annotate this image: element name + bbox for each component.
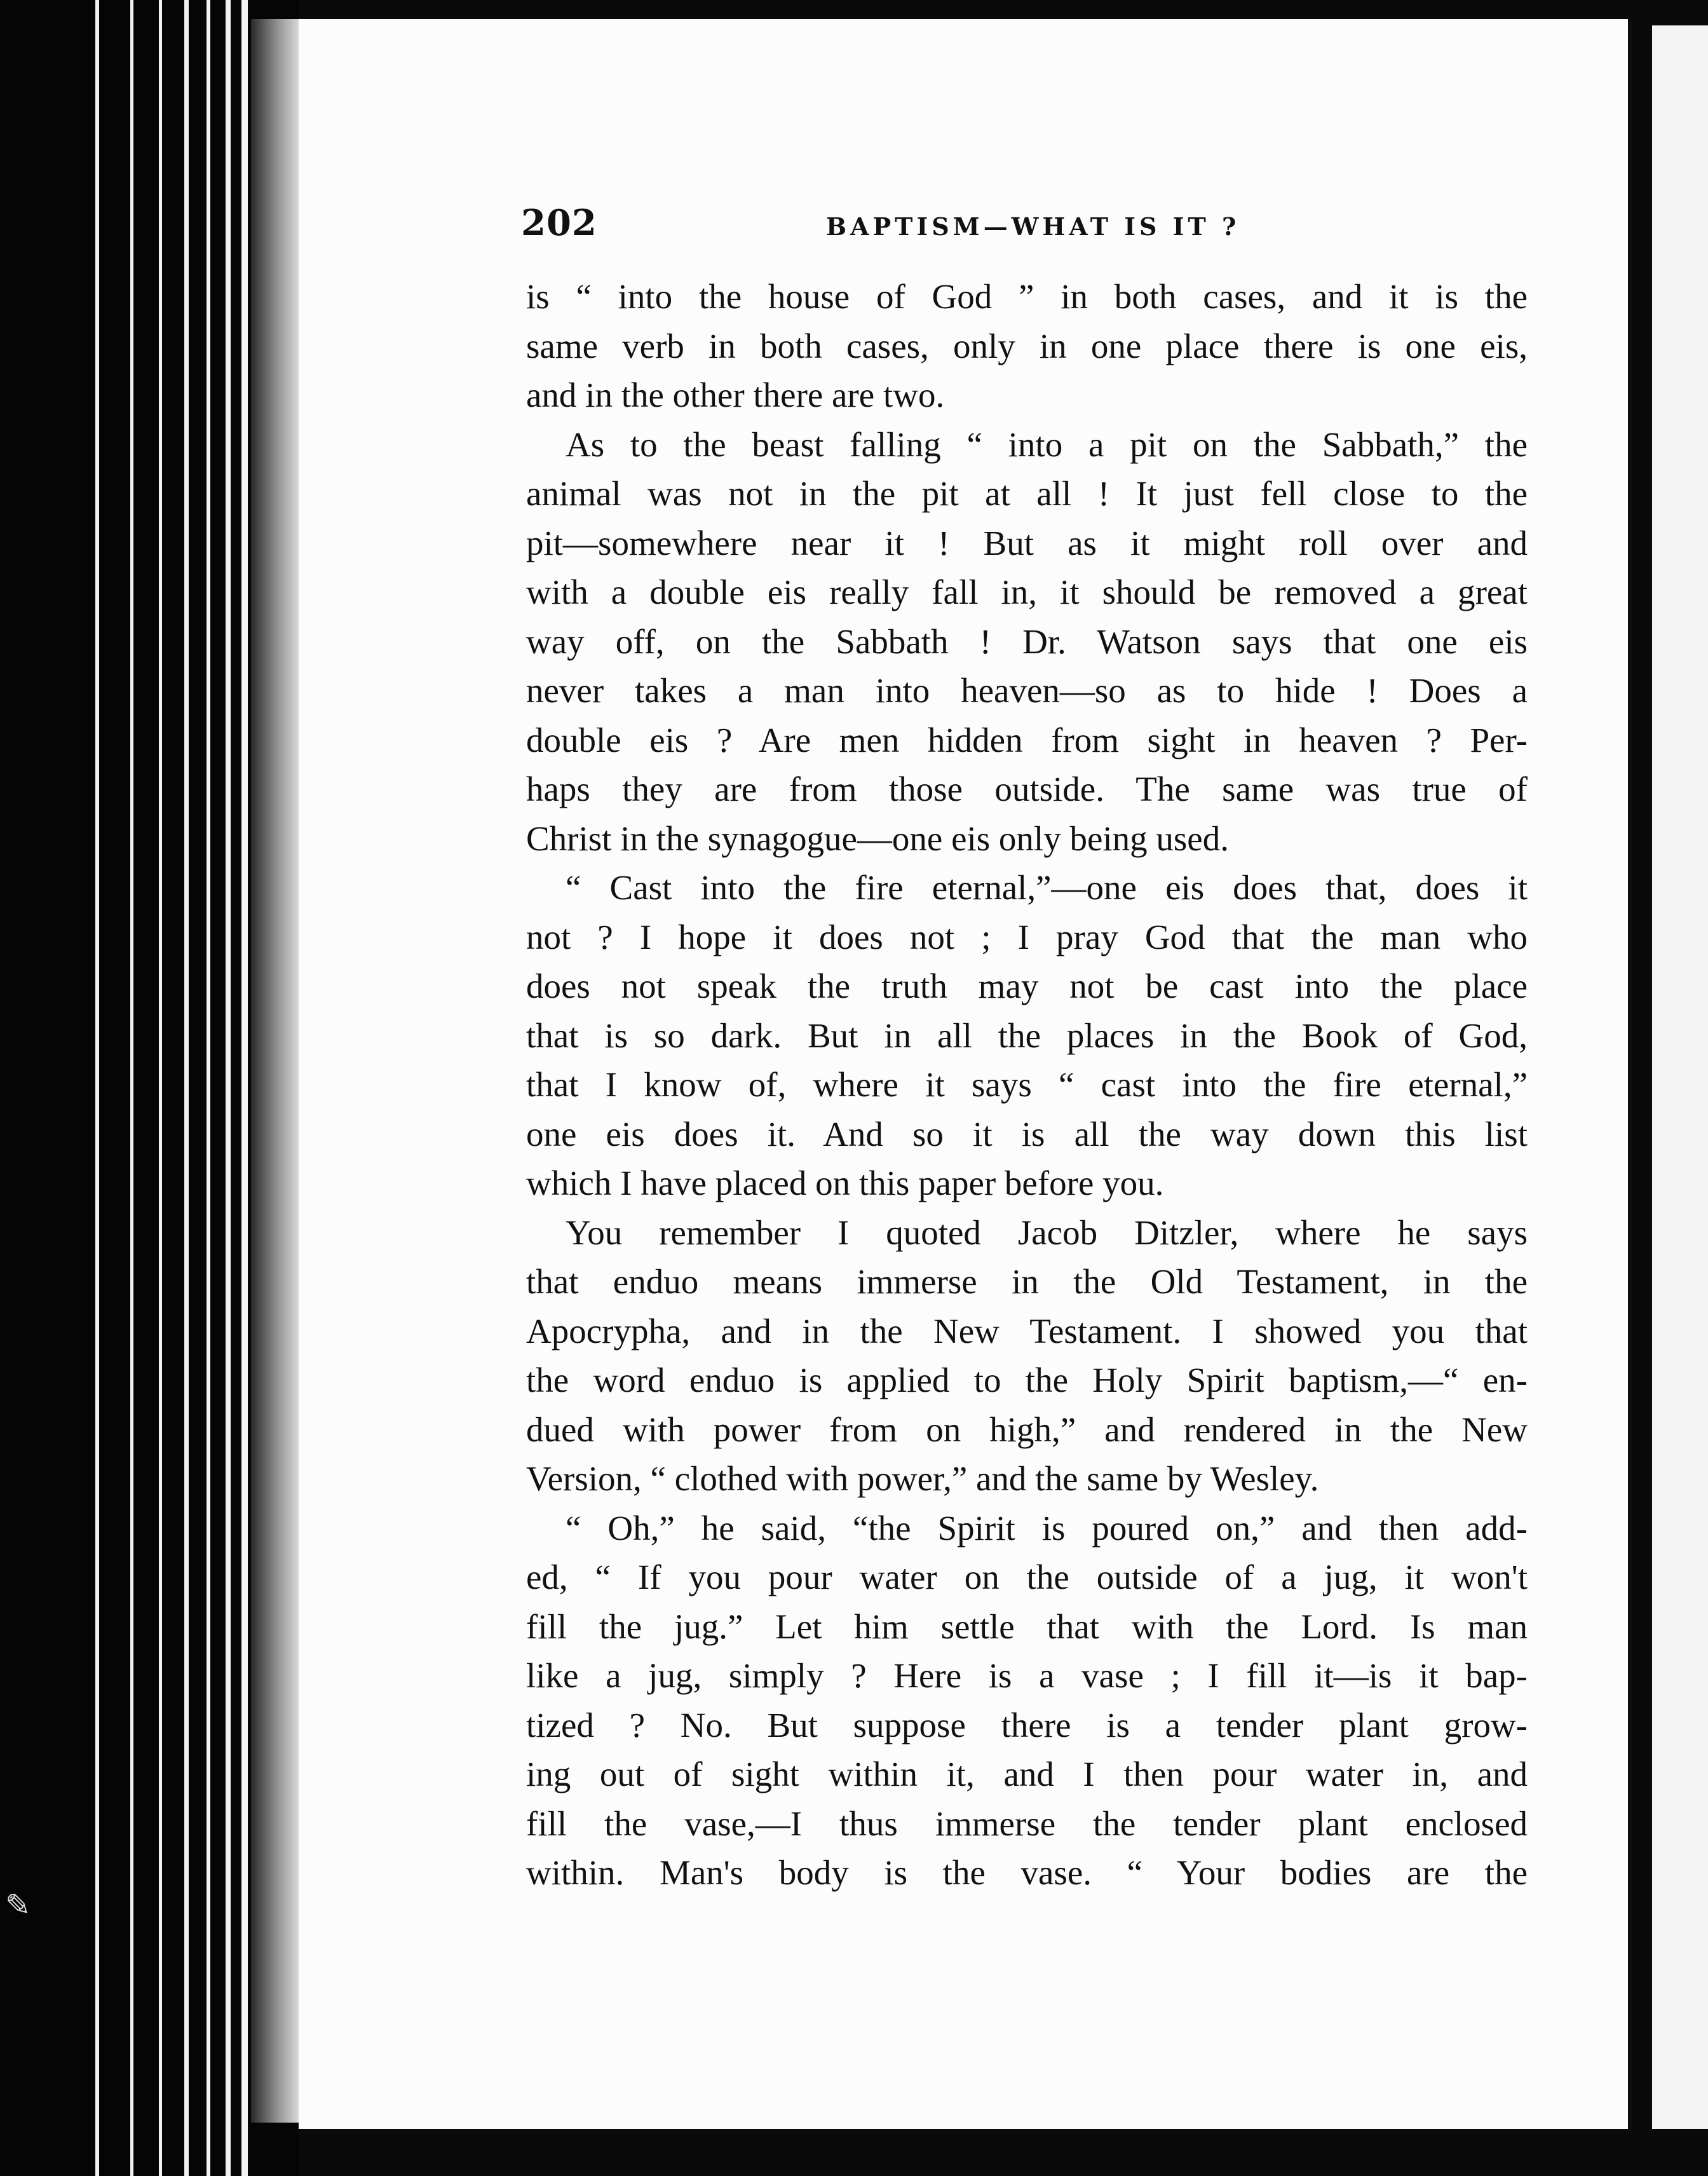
text-line: like a jug, simply ? Here is a vase ; I fill it—is it bap- (526, 1656, 1528, 1695)
text-line: fill the vase,—I thus immerse the tender plant enclosed (526, 1804, 1528, 1843)
page-edge-line (207, 0, 210, 2176)
page-edge-line (130, 0, 133, 2176)
text-line: same verb in both cases, only in one place there is one eis, (526, 326, 1528, 365)
text-line: one eis does it. And so it is all the way down this list (526, 1114, 1528, 1153)
text-line: never takes a man into heaven—so as to hide ! Does a (526, 671, 1528, 710)
text-line: animal was not in the pit at all ! It just fell close to the (526, 474, 1528, 513)
text-line: that is so dark. But in all the places in the Book of God, (526, 1016, 1528, 1055)
text-line: fill the jug.” Let him settle that with the Lord. Is man (526, 1607, 1528, 1646)
text-line: ed, “ If you pour water on the outside of a jug, it won't (526, 1558, 1528, 1596)
text-line: ing out of sight within it, and I then pour water in, and (526, 1755, 1528, 1793)
text-line: Version, “ clothed with power,” and the same by Wesley. (526, 1459, 1319, 1498)
text-line: double eis ? Are men hidden from sight in heaven ? Per- (526, 720, 1528, 759)
paragraph (526, 1504, 1528, 1898)
page-number: 202 (521, 202, 597, 244)
text-line: dued with power from on high,” and rendered in the New (526, 1410, 1528, 1449)
facing-page-edge (1652, 25, 1708, 2142)
text-line: way off, on the Sabbath ! Dr. Watson says that one eis (526, 622, 1528, 661)
text-line: You remember I quoted Jacob Ditzler, where he says (566, 1213, 1528, 1252)
text-line: which I have placed on this paper before you. (526, 1164, 1164, 1202)
text-line: tized ? No. But suppose there is a tender plant grow- (526, 1705, 1528, 1744)
text-line: and in the other there are two. (526, 376, 945, 414)
scan-bottom-border (299, 2129, 1708, 2176)
text-line: the word enduo is applied to the Holy Spirit baptism,—“ en- (526, 1361, 1528, 1399)
text-line: haps they are from those outside. The same was true of (526, 770, 1528, 808)
paragraph (526, 420, 1528, 864)
text-line: pit—somewhere near it ! But as it might roll over and (526, 523, 1528, 562)
text-line: As to the beast falling “ into a pit on the Sabbath,” the (566, 425, 1528, 464)
page-edge-line (226, 0, 231, 2176)
text-line: that enduo means immerse in the Old Testament, in the (526, 1262, 1528, 1301)
text-line: is “ into the house of God ” in both cases, and it is the (526, 277, 1528, 316)
text-line: Apocrypha, and in the New Testament. I showed you that (526, 1311, 1528, 1350)
body-text (526, 272, 1528, 1898)
text-line: Christ in the synagogue—one eis only being used. (526, 819, 1229, 858)
text-line: within. Man's body is the vase. “ Your bodies are the (526, 1853, 1528, 1892)
margin-mark: ✎ (5, 1887, 31, 1923)
text-line: does not speak the truth may not be cast into the place (526, 967, 1528, 1005)
running-title: BAPTISM—WHAT IS IT ? (826, 212, 1240, 241)
paragraph (526, 1208, 1528, 1504)
paragraph (526, 272, 1528, 420)
page-edge-line (241, 0, 248, 2176)
page-edge-shadow (251, 19, 299, 2123)
text-line: with a double eis really fall in, it should be removed a great (526, 573, 1528, 611)
page-edge-line (159, 0, 162, 2176)
book-spine-edge (0, 0, 299, 2176)
text-line: “ Oh,” he said, “the Spirit is poured on,” and then add- (566, 1508, 1528, 1547)
paragraph (526, 863, 1528, 1208)
text-line: not ? I hope it does not ; I pray God that the man who (526, 917, 1528, 956)
page-edge-line (95, 0, 99, 2176)
text-line: “ Cast into the fire eternal,”—one eis does that, does it (566, 868, 1528, 907)
page-edge-line (184, 0, 189, 2176)
text-line: that I know of, where it says “ cast into the fire eternal,” (526, 1065, 1528, 1104)
running-header (521, 202, 1512, 259)
